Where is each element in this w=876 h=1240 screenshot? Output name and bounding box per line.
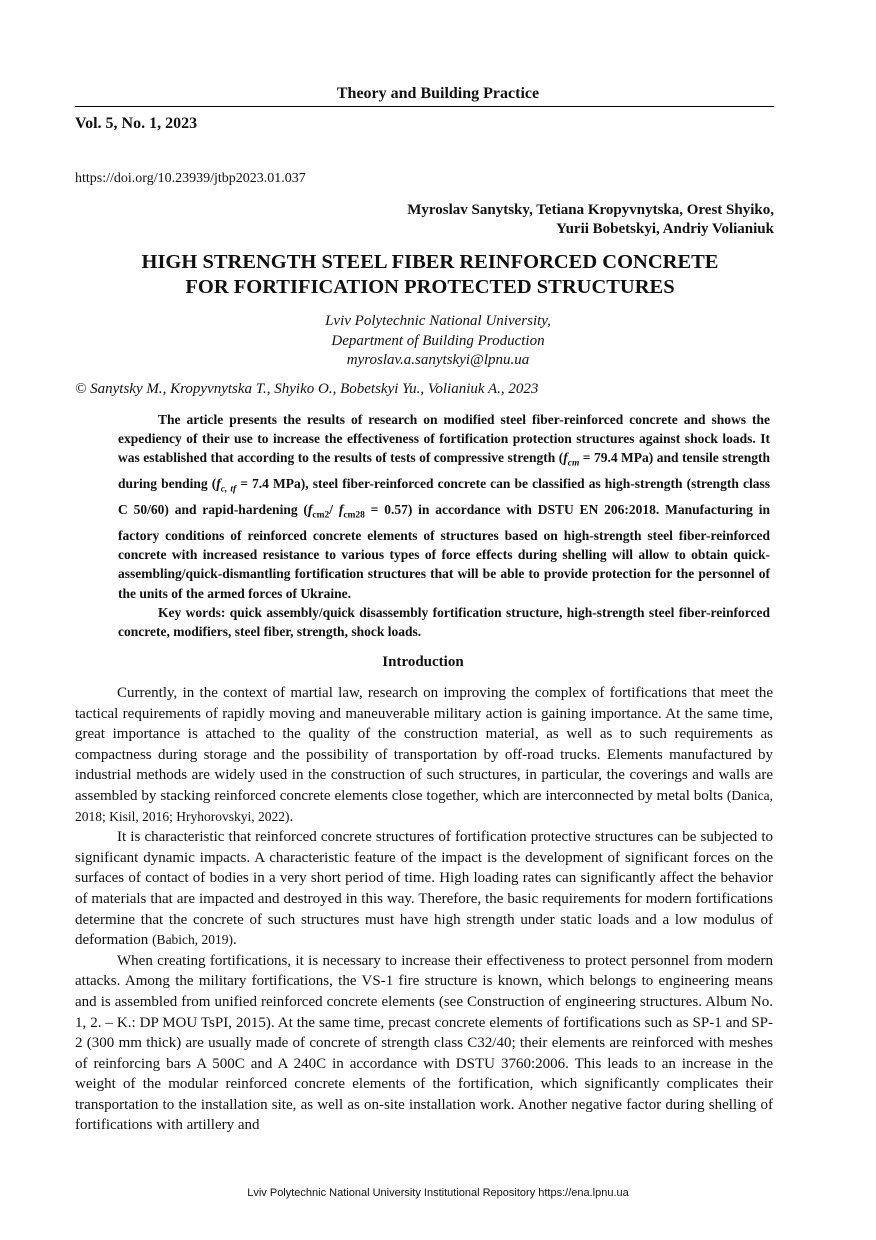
header-rule — [75, 106, 774, 107]
footer: Lviv Polytechnic National University Institutional Repository https://ena.lpnu.ua — [247, 1187, 629, 1199]
authors-line: Yurii Bobetskyi, Andriy Volianiuk — [556, 221, 774, 237]
affiliation — [0, 312, 876, 371]
citation: (Danica, 2018; Kisil, 2016; Hryhorovskyi, 2022) — [75, 787, 773, 824]
paragraph: It is characteristic that reinforced concrete structures of fortification protective structures can be subjected to significant dynamic impacts. A characteristic feature of the impact is the development of significant forces on the surfaces of contact of bodies in a very short period of time. High loading rates can significantly affect the behavior of materials that are impacted and destroyed in this way. Therefore, the basic requirements for modern fortifications determine that the concrete of such structures must have high strength under static loads and a low modulus of deformation (Babich, 2019). — [75, 829, 773, 949]
doi-link[interactable]: https://doi.org/10.23939/jtbp2023.01.037 — [75, 171, 306, 186]
affiliation-email[interactable]: myroslav.a.sanytskyi@lpnu.ua — [346, 352, 530, 368]
paragraph: Currently, in the context of martial law, research on improving the complex of fortifications that meet the tactical requirements of rapidly moving and maneuverable military action is gaining importance. At the same time, great importance is attached to the quality of the construction material, as well as to such requirements as compactness during storage and the possibility of transportation by off-road trucks. Elements manufactured by industrial methods are widely used in the construction of such structures, in particular, the coverings and walls are assembled by stacking reinforced concrete elements close together, which are interconnected by metal bolts (Danica, 2018; Kisil, 2016; Hryhorovskyi, 2022). — [75, 685, 773, 825]
affiliation-department: Department of Building Production — [331, 332, 545, 349]
body-text — [75, 683, 773, 1136]
section-heading: Introduction — [382, 654, 464, 670]
abstract-text: The article presents the results of research on modified steel fiber-reinforced concrete and shows the expediency of their use to increase the effectiveness of fortification protection structures against shock loads. It was established that according to the results of tests of compressive strength ($f_{cm} = 79.4$ MPa) and tensile strength during bending ($f_{c, tf} = 7.4$ MPa), steel fiber-reinforced concrete can be classified as high-strength (strength class C 50/60) and rapid-hardening ($f_{cm2}/$ $f_{cm28} = 0.57$) in accordance with DSTU EN 206:2018. Manufacturing in factory conditions of reinforced concrete elements of structures based on high-strength steel fiber-reinforced concrete with increased resistance to various types of force effects during shelling will allow to obtain quick-assembling/quick-dismantling fortification structures that will be able to provide protection for the personnel of the units of the armed forces of Ukraine. — [118, 412, 771, 601]
authors — [407, 201, 774, 239]
copyright: © Sanytsky M., Kropyvnytska T., Shyiko O., Bobetskyi Yu., Volianiuk A., 2023 — [75, 381, 539, 397]
paper-title — [60, 250, 800, 300]
title-line: FOR FORTIFICATION PROTECTED STRUCTURES — [185, 276, 675, 298]
title-line: HIGH STRENGTH STEEL FIBER REINFORCED CONCRETE — [141, 251, 719, 273]
authors-line: Myroslav Sanytsky, Tetiana Kropyvnytska, Orest Shyiko, — [407, 202, 774, 218]
journal-name: Theory and Building Practice — [336, 85, 540, 102]
affiliation-university: Lviv Polytechnic National University, — [325, 313, 551, 329]
volume-info: Vol. 5, No. 1, 2023 — [75, 115, 198, 132]
keywords: Key words: quick assembly/quick disassembly fortification structure, high-strength steel fiber-reinforced concrete, modifiers, steel fiber, strength, shock loads. — [118, 604, 770, 640]
citation: (Babich, 2019) — [152, 932, 234, 948]
paragraph: When creating fortifications, it is necessary to increase their effectiveness to protect personnel from modern attacks. Among the military fortifications, the VS-1 fire structure is known, which belongs to engineering means and is assembled from unified reinforced concrete elements (see Construction of engineering structures. Album No. 1, 2. – K.: DP MOU TsPI, 2015). At the same time, precast concrete elements of fortifications such as SP-1 and SP-2 (300 mm thick) are usually made of concrete of strength class C32/40; their elements are reinforced with meshes of reinforcing bars A 500C and A 240C in accordance with DSTU 3760:2006. This leads to an increase in the weight of the modular reinforced concrete elements of the fortification, which significantly complicates their transportation to the installation site, as well as on-site installation work. Another negative factor during shelling of fortifications with artillery and — [75, 952, 773, 1134]
abstract — [118, 410, 770, 641]
